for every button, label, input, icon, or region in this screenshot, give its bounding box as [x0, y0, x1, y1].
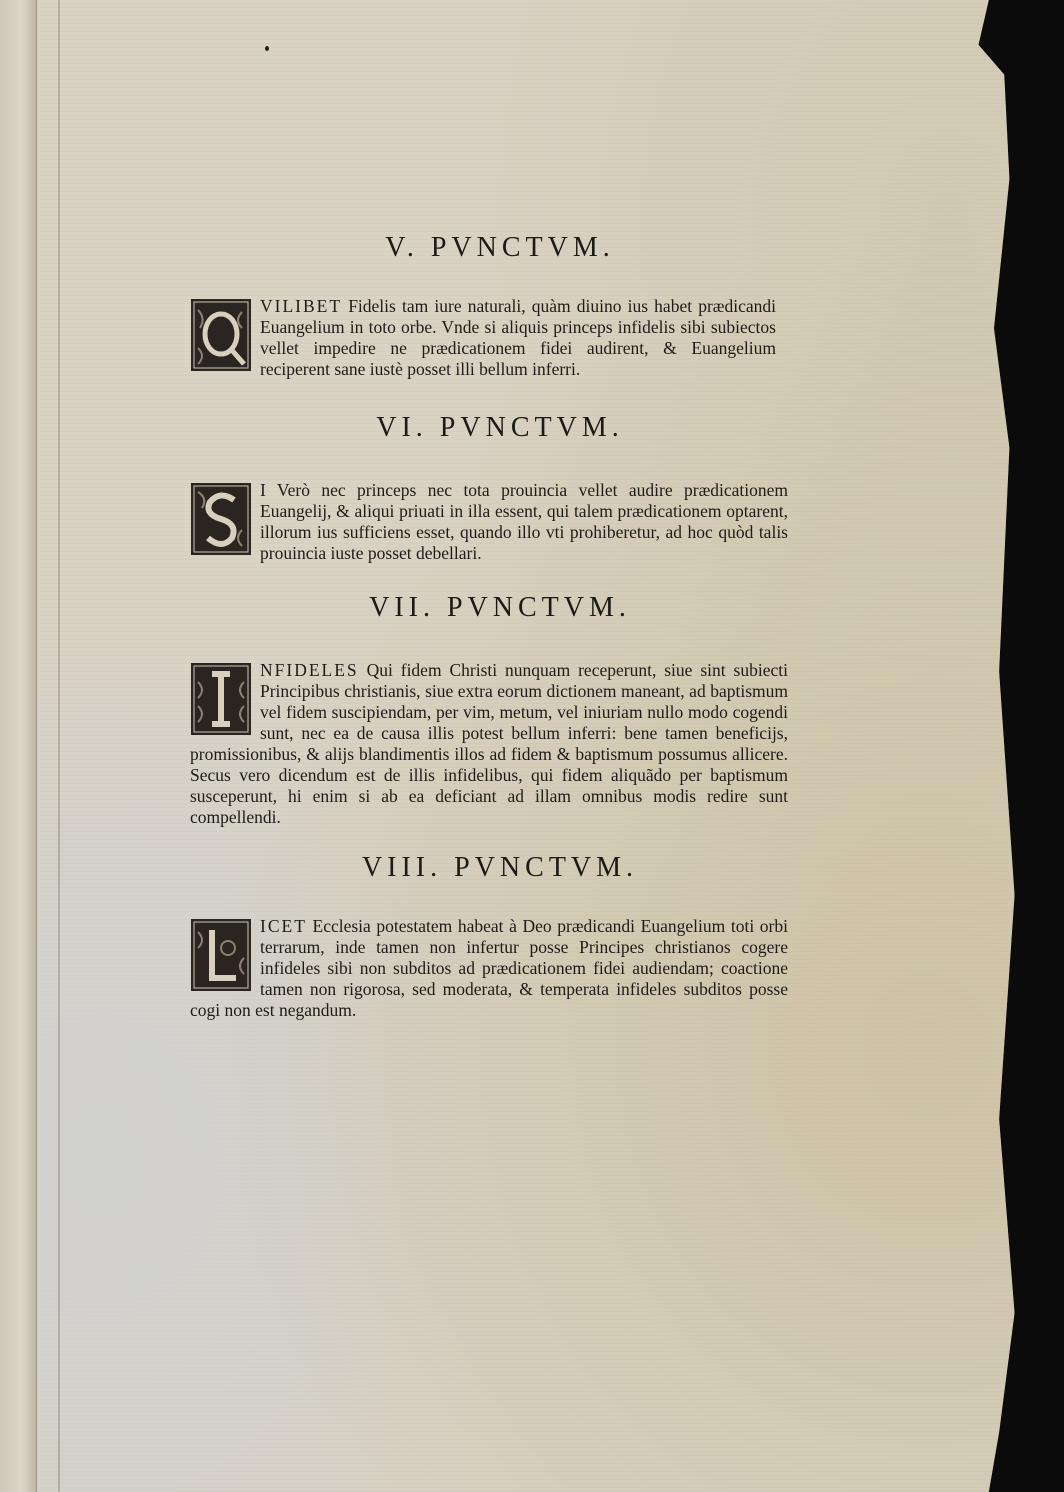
section-heading-8: VIII. PVNCTVM.	[361, 852, 639, 883]
page-fold-line	[58, 0, 60, 1492]
section-paragraph-7	[190, 660, 788, 828]
decorated-initial-s	[190, 482, 252, 556]
section-lead-word-8: ICET	[260, 916, 307, 936]
section-body-6: Verò nec princeps nec tota prouincia vellet audire prædicationem Euangelij, & aliqui priuati in illa essent, qui talem prædicationem optarent, illorum ius sufficiens esset, quando illo vti prohiberetur, ad hoc quòd talis prouincia iuste posset debellari.	[260, 480, 788, 563]
decorated-initial-q	[190, 298, 252, 372]
section-paragraph-5	[190, 296, 776, 380]
section-lead-word-7: NFIDELES	[260, 660, 359, 680]
section-lead-word-6: I	[260, 480, 266, 500]
section-body-8: Ecclesia potestatem habeat à Deo prædicandi Euangelium toti orbi terrarum, inde tamen non infertur posse Principes christianos cogere infideles sibi non subditos ad prædicationem fidei audiendam; coactione tamen non rigorosa, sed moderata, & temperata infideles subditos posse cogi non est negandum.	[190, 916, 788, 1020]
section-paragraph-8	[190, 916, 788, 1021]
ink-mark	[265, 46, 269, 51]
section-heading-6: VI. PVNCTVM.	[376, 412, 624, 443]
section-heading-5: V. PVNCTVM.	[385, 232, 615, 263]
section-heading-7: VII. PVNCTVM.	[369, 592, 631, 623]
decorated-initial-l	[190, 918, 252, 992]
section-paragraph-6	[190, 480, 788, 564]
section-lead-word-5: VILIBET	[260, 296, 343, 316]
section-body-7: Qui fidem Christi nunquam receperunt, siue sint subiecti Principibus christianis, siue extra eorum dictionem maneant, ad baptismum vel fidem suscipiendam, per vim, metum, vel iniuriam nullo modo cogendi sunt, nec ea de causa illis potest bellum inferri: bene tamen beneficijs, promissionibus, & alijs blandimentis illos ad fidem & baptismum possumus allicere. Secus vero dicendum est de illis infidelibus, qui fidem aliquãdo per baptismum susceperunt, hi enim si ab ea deficiant ad illam omnibus modis redire sunt compellendi.	[190, 660, 788, 827]
binding-stub	[0, 0, 37, 1492]
section-body-5: Fidelis tam iure naturali, quàm diuino ius habet prædicandi Euangelium in toto orbe. Vnde si aliquis princeps infidelis sibi subiectos vellet impedire ne prædicationem fidei audirent, & Euangelium reciperent sane iustè posset illi bellum inferri.	[260, 296, 776, 379]
decorated-initial-i	[190, 662, 252, 736]
